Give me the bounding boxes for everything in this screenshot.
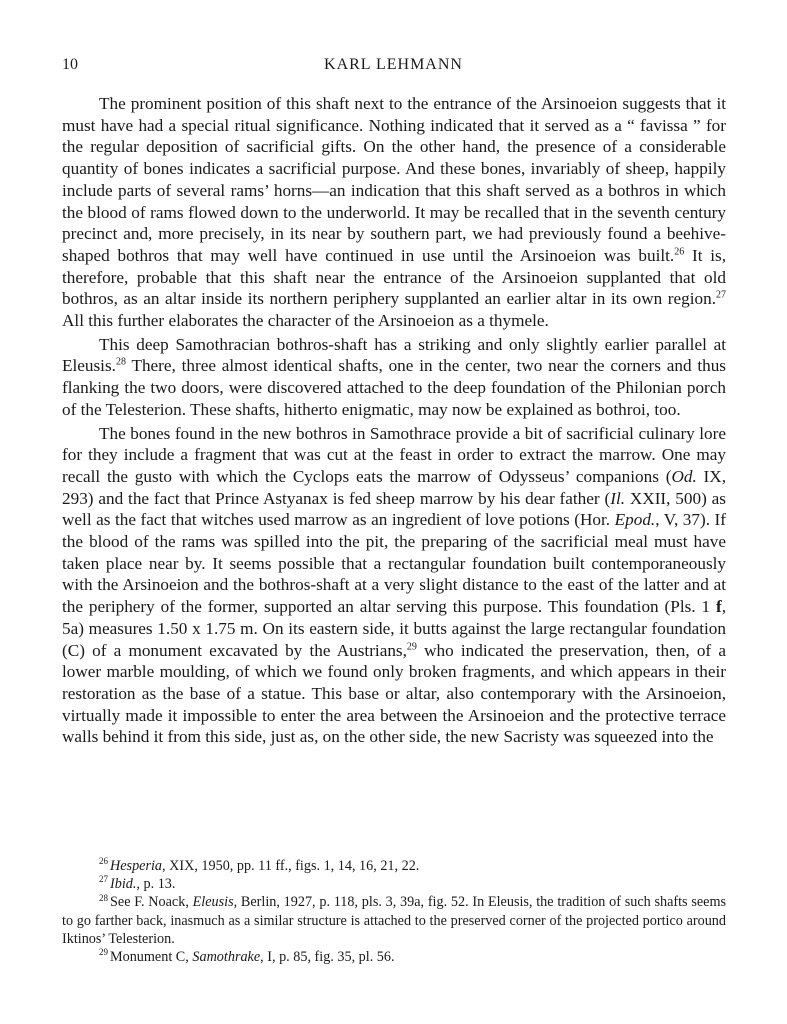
footnote	[62, 875, 726, 893]
text-run: The bones found in the new bothros in Samothrace provide a bit of sacrificial culinary lore for they include a fragment that was cut at the feast in order to extract the marrow. One may recall the gusto with which the Cyclops eats the marrow of Odysseus’ companions (	[62, 423, 726, 486]
footnote-number: 29	[99, 947, 108, 958]
paragraph	[62, 93, 726, 332]
text-run: It is, therefore, probable that this shaft near the entrance of the Arsinoeion supplanted that old bothros, as an altar inside its northern periphery supplanted an earlier altar in its own region.	[62, 245, 726, 309]
page-number: 10	[62, 56, 78, 73]
text-run: This deep Samothracian bothros-shaft has a striking and only slightly earlier parallel at Eleusis.	[62, 334, 726, 376]
text-run: Monument C,	[110, 949, 193, 966]
italic-text: Il.	[610, 488, 626, 508]
text-run: who indicated the preservation, then, of a lower marble moulding, of which we found only broken fragments, and which appears in their restoration as the base of a statue. This base or altar, also contemporary with the Arsinoeion, virtually made it impossible to enter the area between the Arsinoeion and the protective terrace walls behind it from this side, just as, on the other side, the new Sacristy was squeezed into the	[62, 640, 726, 747]
text-run: There, three almost identical shafts, one in the center, two near the corners and thus flanking the two doors, were discovered attached to the deep foundation of the Philonian porch of the Telesterion. These shafts, hitherto enigmatic, may now be explained as bothroi, too.	[62, 356, 726, 419]
footnote-reference[interactable]: 29	[406, 640, 417, 652]
footnote	[62, 893, 726, 948]
body-text	[62, 93, 726, 748]
text-run: , XIX, 1950, pp. 11 ff., figs. 1, 14, 16, 21, 22.	[162, 858, 420, 874]
text-run: , V, 37). If the blood of the rams was spilled into the pit, the preparing of the sacrificial meal must have taken place near by. It seems possible that a rectangular foundation built contemporaneously with the Arsinoeion and the bothros-shaft at a very slight distance to the east of the latter and at the periphery of the former, supported an altar serving this purpose. This foundation (Pls. 1	[62, 510, 726, 617]
footnote-reference[interactable]: 26	[674, 246, 685, 258]
page-header	[62, 56, 725, 82]
text-run: , Berlin, 1927, p. 118, pls. 3, 39a, fig. 52. In Eleusis, the tradition of such shafts seems to go farther back, inasmuch as a similar structure is attached to the preserved corner of the projected portico around Iktinos’ Telesterion.	[62, 894, 726, 947]
text-run: IX, 293) and the fact that Prince Astyanax is fed sheep marrow by his dear father (	[62, 466, 726, 508]
footnote-number: 27	[99, 874, 108, 885]
italic-text: Od.	[671, 466, 697, 486]
text-run: The prominent position of this shaft next to the entrance of the Arsinoeion suggests that it must have had a special ritual significance. Nothing indicated that it served as a “ favissa ” for the regular deposition of sacrificial gifts. On the other hand, the presence of a considerable quantity of bones indicates a sacrificial purpose. And these bones, invariably of sheep, happily include parts of several rams’ horns—an indication that this shaft served as a bothros in which the blood of rams flowed down to the underworld. It may be recalled that in the seventh century precinct and, more precisely, in its near by southern part, we had previously found a beehive-shaped bothros that may well have continued in use until the Arsinoeion was built.	[62, 94, 726, 265]
text-run: , 5a) measures 1.50 x 1.75 m. On its eastern side, it butts against the large rectangular foundation (C) of a monument excavated by the Austrians,	[62, 597, 726, 660]
text-run: , p. 13.	[136, 876, 176, 893]
running-head: KARL LEHMANN	[324, 56, 463, 73]
italic-text: Samothrake	[192, 949, 261, 966]
italic-text: Epod.	[614, 510, 656, 530]
italic-text: Hesperia	[110, 858, 163, 874]
footnote	[62, 948, 726, 966]
italic-text: Eleusis	[192, 894, 234, 911]
paragraph	[62, 423, 726, 749]
footnotes	[62, 857, 726, 966]
text-run: , I, p. 85, fig. 35, pl. 56.	[260, 949, 395, 966]
bold-text: f	[715, 597, 722, 617]
paragraph	[62, 334, 726, 421]
footnote-reference[interactable]: 28	[115, 356, 126, 368]
footnote-number: 26	[99, 856, 108, 867]
footnote-reference[interactable]: 27	[716, 289, 726, 301]
italic-text: Ibid.	[110, 876, 137, 893]
footnote	[62, 857, 726, 875]
footnote-number: 28	[99, 892, 108, 903]
text-run: All this further elaborates the character of the Arsinoeion as a thymele.	[62, 311, 549, 331]
text-run: See F. Noack,	[110, 894, 193, 911]
text-run: XXII, 500) as well as the fact that witches used marrow as an ingredient of love potions (Hor.	[62, 488, 726, 530]
